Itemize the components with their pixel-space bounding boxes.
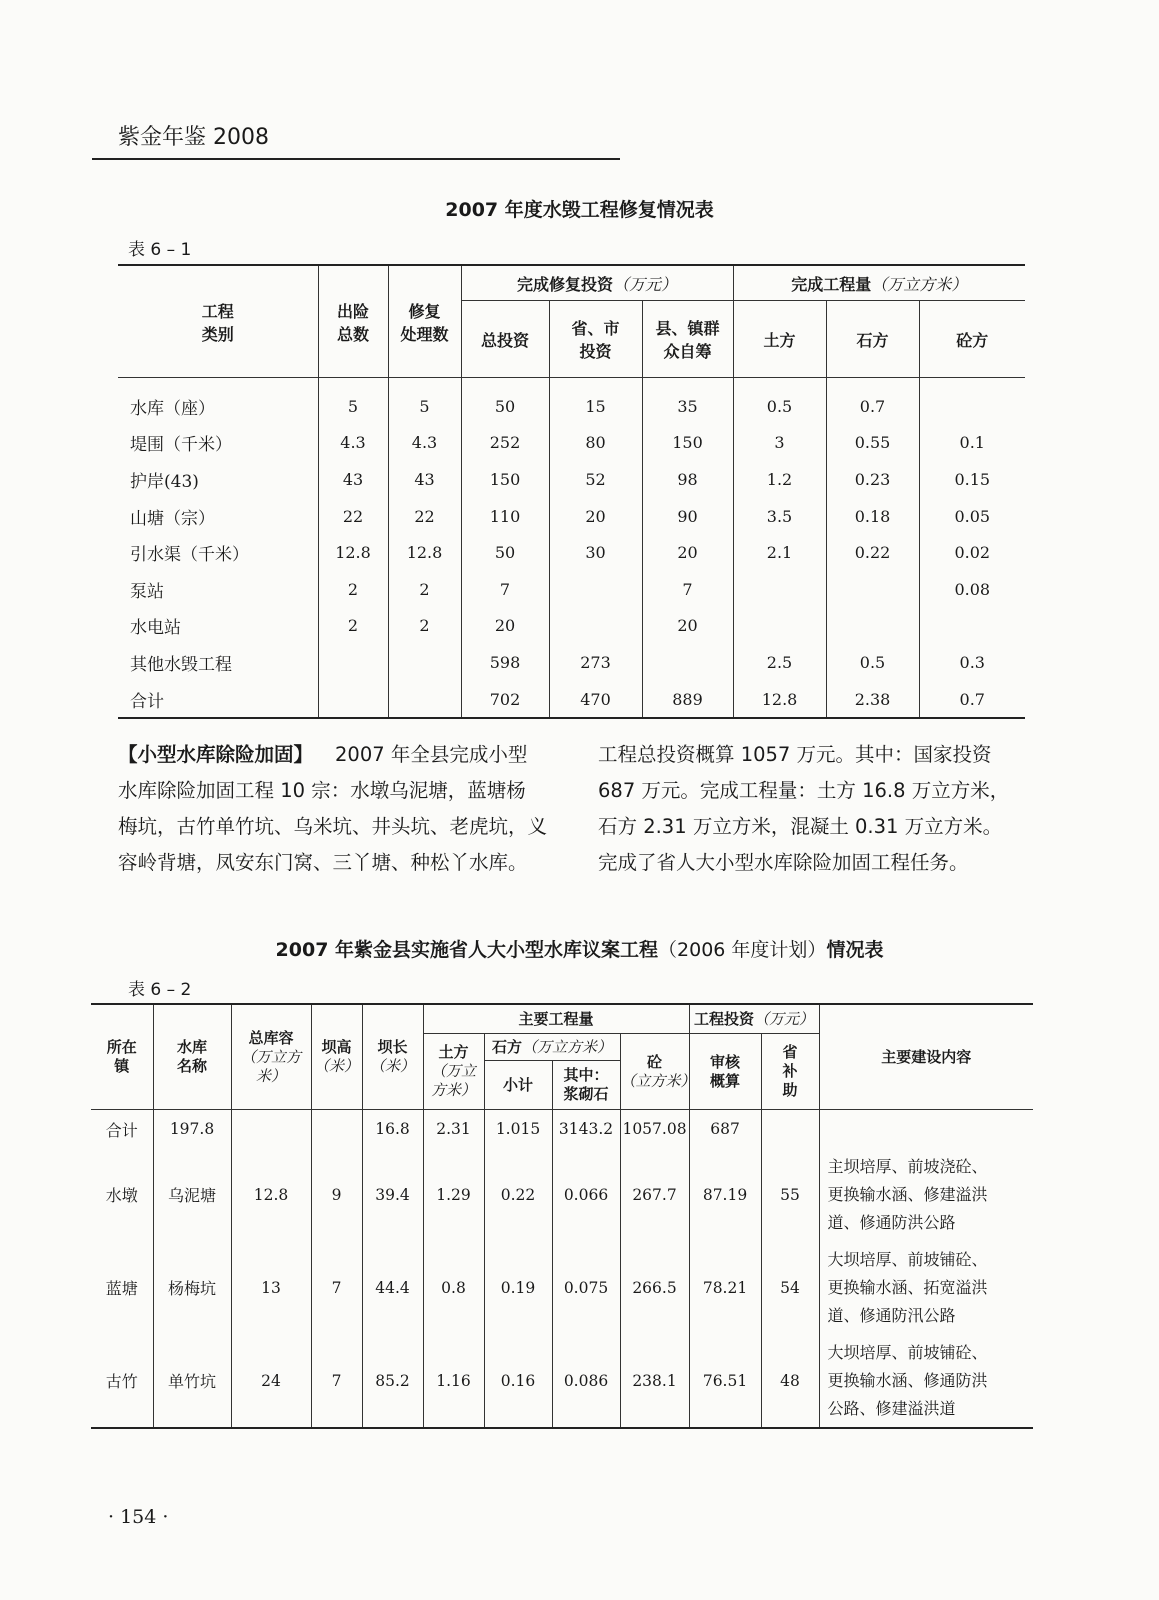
header-total-investment: 总投资 <box>461 301 549 378</box>
cell-approved: 687 <box>689 1110 761 1149</box>
header-stone: 石方 <box>826 301 919 378</box>
header-stone: 石方（万立方米） <box>484 1034 620 1061</box>
section-line: 水库除险加固工程 10 宗：水墩乌泥塘，蓝塘杨 <box>118 779 526 802</box>
cell-capacity: 13 <box>231 1241 311 1334</box>
content-line: 主坝培厚、前坡浇砼、 <box>827 1156 988 1176</box>
cell-total: 50 <box>461 534 549 571</box>
cell-length: 39.4 <box>362 1148 423 1241</box>
cell-earth: 3 <box>733 425 826 462</box>
table-row <box>118 461 1025 498</box>
cell-town: 合计 <box>91 1110 153 1149</box>
cell-total: 702 <box>461 681 549 719</box>
cell-name: 山塘（宗） <box>118 498 318 535</box>
cell-concrete: 0.05 <box>919 498 1025 535</box>
cell-county: 889 <box>642 681 733 719</box>
content-line: 更换输水涵、修通防洪 <box>827 1370 988 1390</box>
cell-earth: 2.5 <box>733 644 826 681</box>
cell-county: 20 <box>642 608 733 645</box>
cell-incidents: 12.8 <box>318 534 388 571</box>
cell-stone: 0.18 <box>826 498 919 535</box>
cell-county: 98 <box>642 461 733 498</box>
table2-title: 2007 年紫金县实施省人大小型水库议案工程（2006 年度计划）情况表 <box>275 939 884 961</box>
cell-height: 9 <box>311 1148 362 1241</box>
cell-reservoir: 乌泥塘 <box>153 1148 231 1241</box>
cell-height: 7 <box>311 1241 362 1334</box>
cell-prov: 30 <box>549 534 642 571</box>
header-prov-city: 省、市 投资 <box>549 301 642 378</box>
section-line: 工程总投资概算 1057 万元。其中：国家投资 <box>598 743 992 766</box>
header-masonry: 其中： 浆砌石 <box>552 1061 620 1110</box>
cell-prov: 52 <box>549 461 642 498</box>
table-row <box>91 1334 1033 1428</box>
yearbook-header: 紫金年鉴 2008 <box>118 125 269 150</box>
cell-county: 150 <box>642 425 733 462</box>
table-row <box>91 1110 1033 1149</box>
cell-stone: 0.7 <box>826 378 919 425</box>
cell-reservoir: 197.8 <box>153 1110 231 1149</box>
header-content: 主要建设内容 <box>819 1004 1033 1110</box>
cell-prov: 80 <box>549 425 642 462</box>
cell-content <box>819 1110 1033 1149</box>
header-concrete: 砼方 <box>919 301 1025 378</box>
cell-earth: 2.1 <box>733 534 826 571</box>
header-incidents: 出险 总数 <box>318 265 388 378</box>
table-row <box>91 1241 1033 1334</box>
header-investment: 工程投资（万元） <box>689 1004 819 1034</box>
table-row <box>118 571 1025 608</box>
header-repaired: 修复 处理数 <box>388 265 461 378</box>
section-line: 687 万元。完成工程量：土方 16.8 万立方米， <box>598 779 1010 802</box>
cell-repaired <box>388 681 461 719</box>
cell-content <box>819 1148 1033 1241</box>
cell-subsidy: 48 <box>761 1334 819 1428</box>
cell-length: 16.8 <box>362 1110 423 1149</box>
cell-repaired <box>388 644 461 681</box>
table1-label: 表 6 – 1 <box>128 240 192 260</box>
cell-repaired: 22 <box>388 498 461 535</box>
cell-prov <box>549 571 642 608</box>
cell-earth: 12.8 <box>733 681 826 719</box>
table-row <box>118 378 1025 425</box>
header-approved: 审核 概算 <box>689 1034 761 1110</box>
cell-capacity <box>231 1110 311 1149</box>
cell-name: 护岸(43) <box>118 461 318 498</box>
cell-name: 堤围（千米） <box>118 425 318 462</box>
content-line: 公路、修建溢洪道 <box>827 1398 956 1418</box>
header-concrete: 砼 （立方米） <box>620 1034 689 1110</box>
section-line: 【小型水库除险加固】 2007 年全县完成小型 <box>118 743 528 766</box>
cell-county: 90 <box>642 498 733 535</box>
cell-incidents: 2 <box>318 571 388 608</box>
cell-repaired: 12.8 <box>388 534 461 571</box>
section-line: 梅坑，古竹单竹坑、乌米坑、井头坑、老虎坑，义 <box>118 815 548 838</box>
header-capacity: 总库容 （万立方米） <box>231 1004 311 1110</box>
cell-incidents: 22 <box>318 498 388 535</box>
cell-earth <box>733 608 826 645</box>
cell-masonry: 0.075 <box>552 1241 620 1334</box>
cell-earth: 3.5 <box>733 498 826 535</box>
cell-repaired: 4.3 <box>388 425 461 462</box>
cell-content <box>819 1334 1033 1428</box>
cell-earth: 0.8 <box>423 1241 484 1334</box>
cell-stone: 0.55 <box>826 425 919 462</box>
cell-county <box>642 644 733 681</box>
cell-stone <box>826 571 919 608</box>
cell-incidents: 4.3 <box>318 425 388 462</box>
cell-prov: 20 <box>549 498 642 535</box>
cell-total: 252 <box>461 425 549 462</box>
cell-concrete: 238.1 <box>620 1334 689 1428</box>
cell-prov: 470 <box>549 681 642 719</box>
cell-masonry: 3143.2 <box>552 1110 620 1149</box>
cell-incidents: 2 <box>318 608 388 645</box>
cell-prov <box>549 608 642 645</box>
cell-earth <box>733 571 826 608</box>
header-town: 所在 镇 <box>91 1004 153 1110</box>
header-county: 县、镇群 众自筹 <box>642 301 733 378</box>
cell-name: 泵站 <box>118 571 318 608</box>
header-subtotal: 小计 <box>484 1061 552 1110</box>
section-line: 容岭背塘，凤安东门窝、三丫塘、种松丫水库。 <box>118 851 528 874</box>
cell-concrete <box>919 378 1025 425</box>
cell-repaired: 43 <box>388 461 461 498</box>
cell-repaired: 2 <box>388 608 461 645</box>
cell-incidents <box>318 644 388 681</box>
cell-total: 150 <box>461 461 549 498</box>
content-line: 大坝培厚、前坡铺砼、 <box>827 1342 988 1362</box>
cell-reservoir: 杨梅坑 <box>153 1241 231 1334</box>
header-dam-height: 坝高 （米） <box>311 1004 362 1110</box>
cell-earth: 2.31 <box>423 1110 484 1149</box>
cell-approved: 87.19 <box>689 1148 761 1241</box>
cell-concrete: 0.7 <box>919 681 1025 719</box>
header-subsidy: 省 补 助 <box>761 1034 819 1110</box>
content-line: 道、修通防汛公路 <box>827 1305 956 1325</box>
table-row <box>118 681 1025 719</box>
content-line: 更换输水涵、拓宽溢洪 <box>827 1277 988 1297</box>
header-main-quantity: 主要工程量 <box>423 1004 689 1034</box>
cell-concrete: 0.1 <box>919 425 1025 462</box>
cell-subtotal: 1.015 <box>484 1110 552 1149</box>
cell-county: 20 <box>642 534 733 571</box>
table-row <box>118 608 1025 645</box>
cell-approved: 78.21 <box>689 1241 761 1334</box>
cell-concrete: 0.08 <box>919 571 1025 608</box>
cell-length: 44.4 <box>362 1241 423 1334</box>
cell-repaired: 5 <box>388 378 461 425</box>
cell-prov: 15 <box>549 378 642 425</box>
cell-earth: 1.16 <box>423 1334 484 1428</box>
cell-town: 古竹 <box>91 1334 153 1428</box>
table-row <box>118 425 1025 462</box>
cell-concrete: 267.7 <box>620 1148 689 1241</box>
table1 <box>118 264 1025 719</box>
header-earth: 土方 （万立 方米） <box>423 1034 484 1110</box>
cell-total: 20 <box>461 608 549 645</box>
cell-county: 35 <box>642 378 733 425</box>
cell-content <box>819 1241 1033 1334</box>
cell-name: 其他水毁工程 <box>118 644 318 681</box>
cell-name: 合计 <box>118 681 318 719</box>
cell-capacity: 24 <box>231 1334 311 1428</box>
cell-name: 水库（座） <box>118 378 318 425</box>
cell-repaired: 2 <box>388 571 461 608</box>
cell-subsidy: 55 <box>761 1148 819 1241</box>
cell-height: 7 <box>311 1334 362 1428</box>
cell-concrete: 0.02 <box>919 534 1025 571</box>
cell-subtotal: 0.22 <box>484 1148 552 1241</box>
section-line: 完成了省人大小型水库除险加固工程任务。 <box>598 851 969 874</box>
page-number: · 154 · <box>108 1506 169 1528</box>
table-row <box>118 498 1025 535</box>
cell-subtotal: 0.16 <box>484 1334 552 1428</box>
cell-town: 蓝塘 <box>91 1241 153 1334</box>
cell-concrete: 266.5 <box>620 1241 689 1334</box>
section-left-column <box>118 737 554 881</box>
cell-total: 7 <box>461 571 549 608</box>
cell-town: 水墩 <box>91 1148 153 1241</box>
cell-earth: 1.2 <box>733 461 826 498</box>
header-category: 工程 类别 <box>118 265 318 378</box>
content-line: 道、修通防洪公路 <box>827 1212 956 1232</box>
section-line: 石方 2.31 万立方米，混凝土 0.31 万立方米。 <box>598 815 1003 838</box>
header-investment-group: 完成修复投资（万元） <box>461 265 733 301</box>
cell-incidents: 43 <box>318 461 388 498</box>
cell-stone <box>826 608 919 645</box>
cell-masonry: 0.086 <box>552 1334 620 1428</box>
cell-total: 50 <box>461 378 549 425</box>
cell-total: 598 <box>461 644 549 681</box>
header-reservoir: 水库 名称 <box>153 1004 231 1110</box>
cell-county: 7 <box>642 571 733 608</box>
table-row <box>118 644 1025 681</box>
cell-total: 110 <box>461 498 549 535</box>
table-row <box>91 1148 1033 1241</box>
cell-height <box>311 1110 362 1149</box>
cell-subsidy: 54 <box>761 1241 819 1334</box>
header-dam-length: 坝长 （米） <box>362 1004 423 1110</box>
cell-earth: 1.29 <box>423 1148 484 1241</box>
table-row <box>118 534 1025 571</box>
header-rule <box>92 158 620 160</box>
cell-concrete: 1057.08 <box>620 1110 689 1149</box>
cell-concrete: 0.3 <box>919 644 1025 681</box>
cell-approved: 76.51 <box>689 1334 761 1428</box>
cell-capacity: 12.8 <box>231 1148 311 1241</box>
cell-subtotal: 0.19 <box>484 1241 552 1334</box>
cell-concrete: 0.15 <box>919 461 1025 498</box>
cell-length: 85.2 <box>362 1334 423 1428</box>
table2-label: 表 6 – 2 <box>128 980 192 1000</box>
header-quantity-group: 完成工程量（万立方米） <box>733 265 1025 301</box>
cell-stone: 0.5 <box>826 644 919 681</box>
cell-incidents <box>318 681 388 719</box>
content-line: 大坝培厚、前坡铺砼、 <box>827 1249 988 1269</box>
cell-masonry: 0.066 <box>552 1148 620 1241</box>
content-line: 更换输水涵、修建溢洪 <box>827 1184 988 1204</box>
cell-name: 引水渠（千米） <box>118 534 318 571</box>
table2 <box>91 1003 1033 1429</box>
header-earth: 土方 <box>733 301 826 378</box>
cell-concrete <box>919 608 1025 645</box>
cell-reservoir: 单竹坑 <box>153 1334 231 1428</box>
section-right-column <box>598 737 1038 881</box>
cell-subsidy <box>761 1110 819 1149</box>
cell-stone: 2.38 <box>826 681 919 719</box>
cell-prov: 273 <box>549 644 642 681</box>
table1-title: 2007 年度水毁工程修复情况表 <box>445 199 714 221</box>
cell-earth: 0.5 <box>733 378 826 425</box>
section-tag: 【小型水库除险加固】 <box>118 743 314 766</box>
cell-name: 水电站 <box>118 608 318 645</box>
cell-stone: 0.23 <box>826 461 919 498</box>
cell-incidents: 5 <box>318 378 388 425</box>
cell-stone: 0.22 <box>826 534 919 571</box>
